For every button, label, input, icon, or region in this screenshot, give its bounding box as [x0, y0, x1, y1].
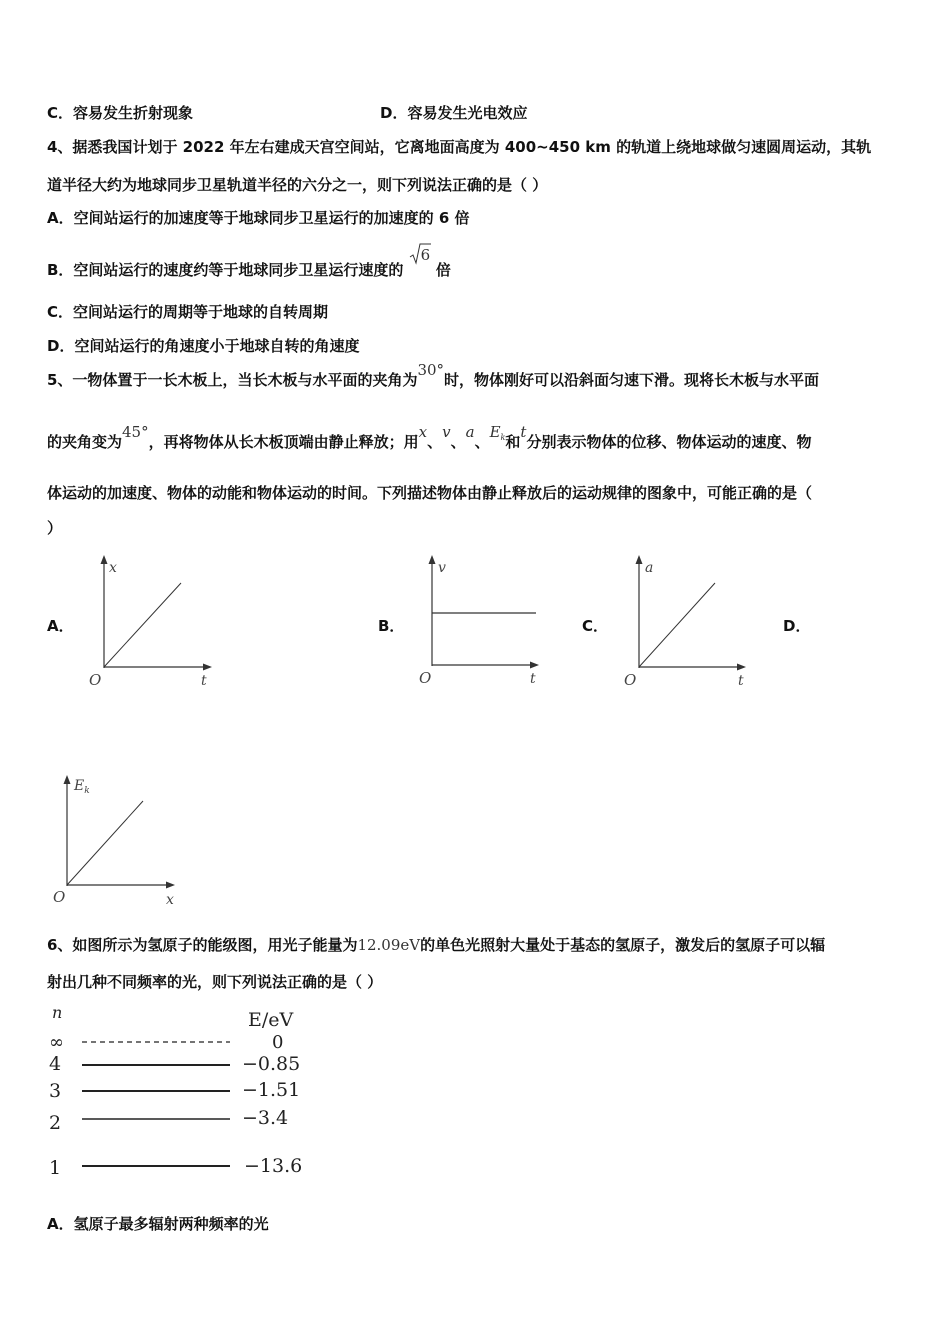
graph-b-x-arrow-icon: [530, 662, 539, 669]
sep-1: 、: [427, 433, 443, 451]
q5-stem-line4: ）: [47, 519, 63, 537]
q4-stem-line1: 4、据悉我国计划于 2022 年左右建成天宫空间站，它离地面高度为 400~450 km 的轨道上绕地球做匀速圆周运动，其轨: [47, 138, 872, 156]
var-a: a: [465, 423, 475, 441]
graph-d-xlabel: x: [166, 892, 174, 908]
q4-option-b-suffix: 倍: [435, 261, 451, 279]
graph-b-origin: O: [419, 669, 432, 687]
graph-a-line: [104, 583, 181, 667]
graph-c-x-arrow-icon: [737, 664, 746, 671]
q5-line1-text: 5、一物体置于一长木板上，当长木板与水平面的夹角为: [47, 371, 418, 389]
graph-a-origin: O: [89, 671, 102, 689]
q5-stem-line2: [47, 423, 812, 455]
graph-b-ylabel: v: [438, 560, 446, 576]
level-2-e: −3.4: [242, 1107, 289, 1129]
var-v: v: [442, 423, 451, 441]
photon-energy: 12.09eV: [357, 936, 421, 954]
level-1-e: −13.6: [244, 1155, 303, 1177]
graph-c-line: [639, 583, 715, 667]
q5-line1-tail: 时，物体刚好可以沿斜面匀速下滑。现将长木板与水平面: [444, 371, 820, 389]
q5-label-b: B．: [378, 617, 405, 635]
graph-a-ylabel: x: [109, 560, 117, 576]
graph-a-xlabel: t: [201, 673, 207, 689]
angle-45: 45°: [122, 423, 149, 441]
sqrt-expression: [409, 246, 431, 275]
graph-d-ekx: [50, 770, 200, 910]
var-t: t: [520, 423, 527, 441]
level-3-n: 3: [49, 1080, 62, 1102]
q5-line2-mid: ，再将物体从长木板顶端由静止释放；用: [148, 433, 419, 451]
q6-line1-text: 6、如图所示为氢原子的能级图，用光子能量为: [47, 936, 358, 954]
graph-a-y-arrow-icon: [101, 555, 108, 564]
graph-d-origin: O: [53, 888, 66, 906]
q4-stem-line2: 道半径大约为地球同步卫星轨道半径的六分之一，则下列说法正确的是（ ）: [47, 176, 548, 194]
var-x: x: [418, 423, 428, 441]
level-1-n: 1: [49, 1157, 62, 1179]
level-4-n: 4: [49, 1053, 62, 1075]
prev-option-c: C．容易发生折射现象: [47, 104, 194, 122]
n-header: n: [52, 1003, 63, 1022]
q5-line2-tail: 分别表示物体的位移、物体运动的速度、物: [526, 433, 812, 451]
var-ek: $E_k$: [489, 423, 506, 442]
q4-option-b: [47, 246, 451, 280]
level-inf-e: 0: [272, 1032, 284, 1053]
q5-stem-line3: 体运动的加速度、物体的动能和物体运动的时间。下列描述物体由静止释放后的运动规律的图象中，可能正确的是（: [47, 484, 813, 502]
level-2-n: 2: [49, 1112, 62, 1134]
graph-b-xlabel: t: [530, 671, 536, 687]
q4-option-d: D．空间站运行的角速度小于地球自转的角速度: [47, 337, 360, 355]
graph-b-vt: [414, 550, 564, 690]
q6-stem-line1: [47, 935, 825, 955]
sqrt-value: 6: [420, 246, 431, 264]
q5-line2-text: 的夹角变为: [47, 433, 123, 451]
level-3-e: −1.51: [242, 1079, 301, 1101]
q6-line1-tail: 的单色光照射大量处于基态的氢原子，激发后的氢原子可以辐: [420, 936, 826, 954]
q4-option-a: A．空间站运行的加速度等于地球同步卫星运行的加速度的 6 倍: [47, 209, 470, 227]
graph-d-ylabel: $E_k$: [74, 778, 90, 796]
e-header: E/eV: [248, 1009, 294, 1031]
graph-c-y-arrow-icon: [636, 555, 643, 564]
q6-option-a: A．氢原子最多辐射两种频率的光: [47, 1215, 269, 1233]
q6-stem-line2: 射出几种不同频率的光，则下列说法正确的是（ ）: [47, 973, 383, 991]
graph-d-x-arrow-icon: [166, 882, 175, 889]
angle-30: 30°: [417, 361, 445, 379]
graph-c-origin: O: [624, 671, 637, 689]
q4-option-b-text: B．空间站运行的速度约等于地球同步卫星运行速度的: [47, 261, 404, 279]
graph-c-xlabel: t: [738, 673, 744, 689]
and-word: 和: [505, 433, 521, 451]
level-inf-n: ∞: [49, 1032, 64, 1053]
graph-a-x-arrow-icon: [203, 664, 212, 671]
q4-option-c: C．空间站运行的周期等于地球的自转周期: [47, 303, 329, 321]
level-4-e: −0.85: [242, 1053, 301, 1075]
sep-2: 、: [450, 433, 466, 451]
graph-a-xt: [85, 550, 235, 690]
graph-c-at: [620, 550, 770, 690]
q5-stem-line1: [47, 361, 820, 390]
q5-label-a: A．: [47, 617, 74, 635]
q5-label-d: D．: [783, 617, 811, 635]
sep-3: 、: [474, 433, 490, 451]
graph-d-y-arrow-icon: [64, 775, 71, 784]
q5-label-c: C．: [582, 617, 609, 635]
energy-level-diagram: [40, 1000, 320, 1180]
graph-b-y-arrow-icon: [429, 555, 436, 564]
graph-c-ylabel: a: [645, 560, 654, 576]
graph-d-line: [67, 801, 143, 885]
prev-option-d: D．容易发生光电效应: [380, 104, 528, 122]
